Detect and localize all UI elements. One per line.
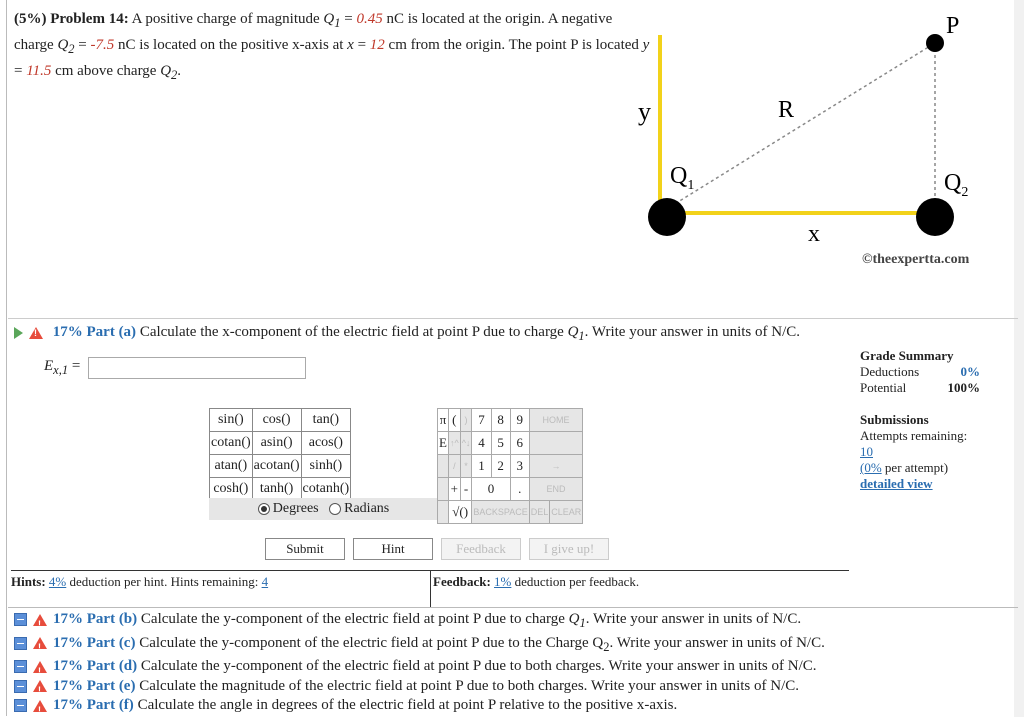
del-button[interactable]: DEL [529,501,550,524]
part-f[interactable] [14,696,825,716]
paren-open-button[interactable]: ( [448,409,460,432]
decimal-button[interactable]: . [510,478,529,501]
clear-button[interactable]: CLEAR [550,501,583,524]
potential-value: 100% [947,380,980,395]
key-3[interactable]: 3 [510,455,529,478]
feedback-text: deduction per feedback. [514,574,640,589]
backspace-button[interactable]: BACKSPACE [472,501,529,524]
q1-value: 0.45 [356,11,383,27]
q2-subscript: 2 [68,42,75,56]
detailed-view-link[interactable]: detailed view [860,476,933,491]
divider-2 [8,607,1018,608]
problem-text-1: A positive charge of magnitude [131,11,320,27]
y-equals: = [14,63,23,79]
key-2[interactable]: 2 [491,455,510,478]
part-f-text: Calculate the angle in degrees of the electric field at point P relative to the positive x-axis. [137,697,678,713]
part-b-q: Q [568,611,580,627]
down-caret-button[interactable]: ^↓ [460,432,472,455]
acotan-button[interactable]: acotan() [252,455,301,478]
action-buttons [265,538,613,560]
feedback-button[interactable]: Feedback [441,538,521,560]
keypad [437,408,583,524]
part-b-text: Calculate the y-component of the electric field at point P due to charge [140,611,565,627]
label-y: y [638,97,651,126]
arrow-right-button[interactable]: → [529,455,583,478]
plus-button[interactable]: + [448,478,460,501]
key-7[interactable]: 7 [472,409,491,432]
part-a-q: Q [567,324,579,340]
blank-key-4 [438,501,449,524]
part-a-qsub: 1 [578,329,585,343]
cotanh-button[interactable]: cotanh() [301,478,351,501]
deductions-label: Deductions [860,364,920,379]
x-equals: = [357,37,367,53]
x-value: 12 [369,37,385,53]
hints-text: deduction per hint. Hints remaining: [69,574,259,589]
radians-radio[interactable] [329,503,341,515]
part-e[interactable] [14,677,825,697]
key-0[interactable]: 0 [472,478,510,501]
submit-button[interactable]: Submit [265,538,345,560]
sqrt-button[interactable]: √() [448,501,471,524]
problem-text-2: nC is located at the origin. A negative charge [14,11,613,53]
sin-button[interactable]: sin() [210,409,253,432]
q1-charge [648,198,686,236]
warning-icon [33,614,47,626]
part-a-text: Calculate the x-component of the electric field at point P due to charge [139,324,564,340]
blank-key-3 [438,478,449,501]
up-caret-button[interactable]: ↑^ [448,432,460,455]
collapse-icon[interactable] [14,637,27,650]
part-b-percent: 17% Part (b) [53,611,138,627]
expand-arrow-icon[interactable] [14,327,23,339]
label-q1 [670,163,694,193]
asin-button[interactable]: asin() [252,432,301,455]
q2-ref-symbol: Q [160,63,172,79]
q1-symbol: Q [323,11,335,27]
part-a-percent: 17% Part (a) [52,324,137,340]
q2-charge [916,198,954,236]
potential-label: Potential [860,380,907,395]
radians-label: Radians [344,501,390,516]
key-4[interactable]: 4 [472,432,491,455]
q2-value: -7.5 [90,37,115,53]
tan-button[interactable]: tan() [301,409,351,432]
collapse-icon[interactable] [14,613,27,626]
hint-button[interactable]: Hint [353,538,433,560]
grade-title: Grade Summary [860,348,954,363]
cotan-button[interactable]: cotan() [210,432,253,455]
sinh-button[interactable]: sinh() [301,455,351,478]
key-6[interactable]: 6 [510,432,529,455]
label-q1-q: Q [670,163,688,189]
label-p: P [946,13,960,39]
x-variable: x [347,37,354,53]
tanh-button[interactable]: tanh() [252,478,301,501]
part-d-text: Calculate the y-component of the electric field at point P due to both charges. Write your answer in units of N/C. [140,658,817,674]
warning-icon [33,680,47,692]
warning-icon [33,700,47,712]
angle-mode [209,498,438,520]
warning-icon [29,327,43,339]
problem-text-end: . [177,63,182,79]
multiply-button[interactable]: * [460,455,472,478]
part-b-qsub: 1 [579,616,586,630]
label-q2-q: Q [944,170,962,196]
cos-button[interactable]: cos() [252,409,301,432]
e-button[interactable]: E [438,432,449,455]
problem-label: (5%) Problem 14: [14,11,129,27]
key-1[interactable]: 1 [472,455,491,478]
q2-ref-subscript: 2 [171,68,178,82]
warning-icon [33,637,47,649]
q2-equals: = [78,37,87,53]
problem-text-5: cm above charge [55,63,157,79]
y-value: 11.5 [26,63,52,79]
part-a-rest: . Write your answer in units of N/C. [584,324,801,340]
atan-button[interactable]: atan() [210,455,253,478]
feedback-box [430,570,849,608]
part-a-header [14,324,800,344]
problem-text-3: nC is located on the positive x-axis at [118,37,344,53]
q1-subscript: 1 [334,16,341,30]
warning-icon [33,661,47,673]
part-e-text: Calculate the magnitude of the electric field at point P due to both charges. Write your answer in units of N/C. [139,677,799,694]
label-x: x [808,221,820,247]
part-b-rest: . Write your answer in units of N/C. [585,611,802,627]
part-f-percent: 17% Part (f) [53,697,134,713]
divide-button[interactable]: / [448,455,460,478]
answer-label [44,358,80,378]
part-e-percent: 17% Part (e) [53,677,136,694]
deductions-value: 0% [960,364,980,379]
key-5[interactable]: 5 [491,432,510,455]
collapse-icon[interactable] [14,660,27,673]
key-9[interactable]: 9 [510,409,529,432]
part-c[interactable] [14,634,825,658]
home-button[interactable]: HOME [529,409,583,432]
per-attempt-pct: (0% [860,460,882,475]
divider [8,318,1018,319]
cosh-button[interactable]: cosh() [210,478,253,501]
q2-symbol: Q [57,37,69,53]
label-r: R [778,97,795,123]
minus-button[interactable]: - [460,478,472,501]
function-keys [209,408,351,501]
other-parts [14,610,825,716]
degrees-radio[interactable] [258,503,270,515]
collapse-icon[interactable] [14,680,27,693]
answer-var: E [44,358,54,374]
part-b[interactable] [14,610,825,634]
hints-pct: 4% [48,574,67,589]
part-d-percent: 17% Part (d) [53,658,138,674]
collapse-icon[interactable] [14,699,27,712]
y-variable: y [642,37,650,53]
r-dashed-line [665,43,935,210]
part-c-percent: 17% Part (c) [53,634,136,651]
hints-box [11,570,431,608]
degrees-label: Degrees [272,501,319,516]
label-q2-sub: 2 [961,185,969,200]
paren-close-button[interactable]: ) [460,409,472,432]
end-button[interactable]: END [529,478,583,501]
problem-text-4: cm from the origin. The point P is located [388,37,639,53]
vertical-scrollbar[interactable] [1014,0,1024,717]
problem-statement [14,8,654,86]
pi-button[interactable]: π [438,409,449,432]
charge-diagram [630,5,1010,275]
submissions-title: Submissions [860,412,929,427]
part-d[interactable] [14,657,825,677]
answer-eq: = [71,358,81,374]
blank-key [529,432,583,455]
part-c-text: Calculate the y-component of the electric field at point P due to the Charge Q [139,634,604,651]
feedback-pct: 1% [494,574,512,589]
q1-equals: = [344,11,353,27]
label-q1-sub: 1 [687,178,695,193]
hints-label: Hints: [11,574,46,589]
attempts-count: 10 [860,444,873,459]
part-c-qsub: 2 [603,639,610,654]
label-q2 [944,170,968,200]
per-attempt-label: per attempt) [884,460,949,475]
attempts-label: Attempts remaining: [860,428,968,443]
key-8[interactable]: 8 [491,409,510,432]
grade-summary [860,348,980,492]
feedback-label: Feedback: [433,574,491,589]
part-c-rest: . Write your answer in units of N/C. [609,634,825,651]
answer-input[interactable] [88,357,306,379]
blank-key-2 [438,455,449,478]
copyright-credit: ©theexpertta.com [862,252,970,267]
point-p [926,34,944,52]
acos-button[interactable]: acos() [301,432,351,455]
give-up-button[interactable]: I give up! [529,538,609,560]
answer-sub: x,1 [53,363,69,377]
hints-remaining: 4 [261,574,269,589]
